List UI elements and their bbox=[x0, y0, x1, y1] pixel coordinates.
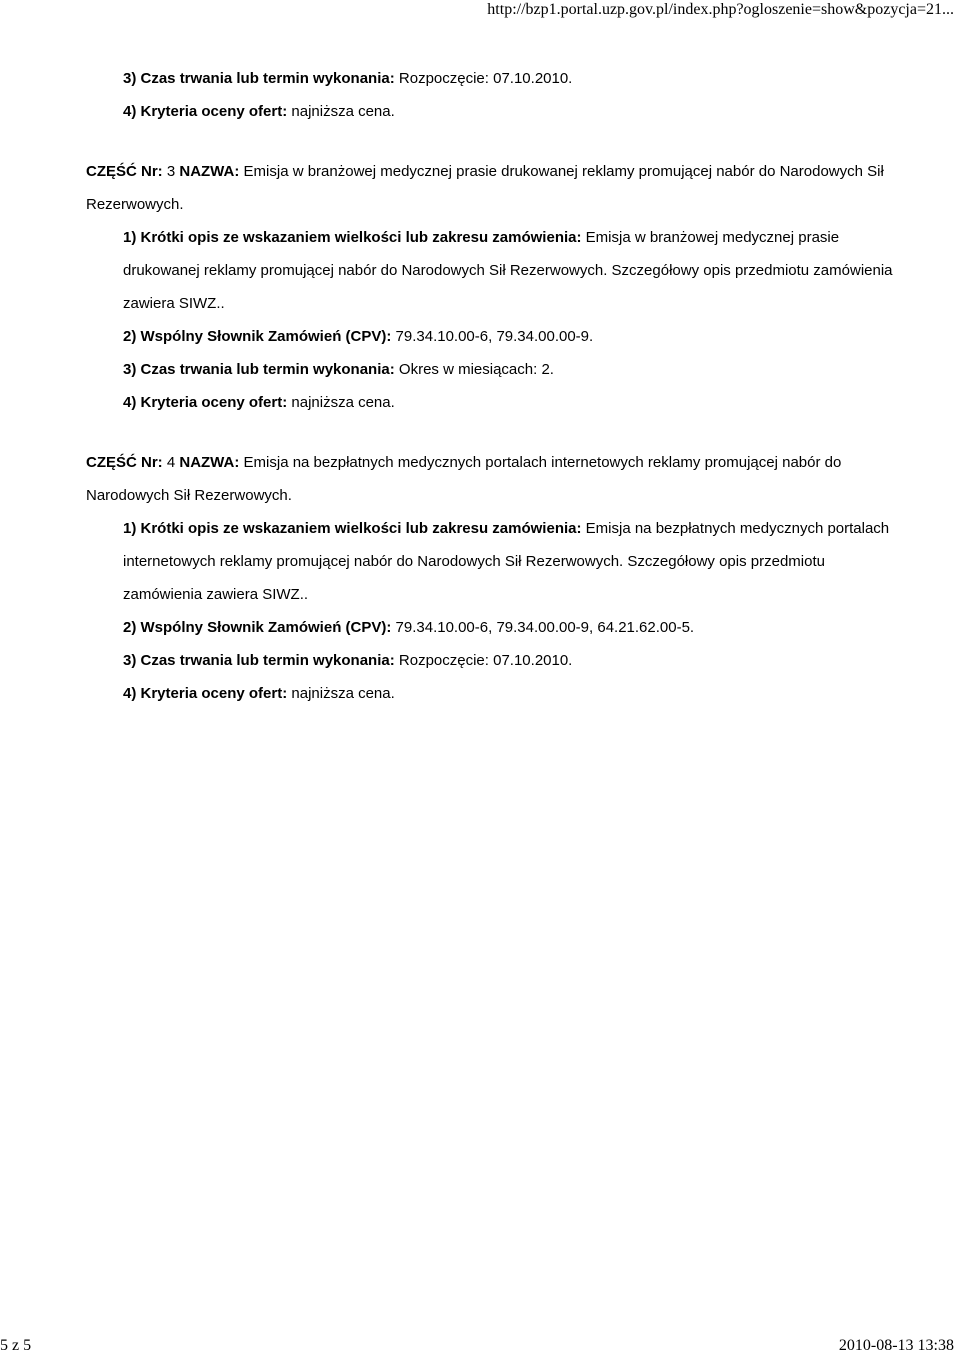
part-4-czesc-label: CZĘŚĆ Nr: bbox=[86, 454, 163, 471]
document-content bbox=[86, 62, 906, 710]
part-4-cpv-line bbox=[123, 611, 906, 644]
part-3-cpv-value: 79.34.10.00-6, 79.34.00.00-9. bbox=[391, 328, 594, 345]
print-datetime-footer: 2010-08-13 13:38 bbox=[838, 1337, 954, 1354]
part-3-opis-label: 1) Krótki opis ze wskazaniem wielkości lub zakresu zamówienia: bbox=[123, 229, 582, 246]
part-4-cpv-label: 2) Wspólny Słownik Zamówień (CPV): bbox=[123, 619, 392, 636]
part-4-opis-value: Emisja na bezpłatnych medycznych portalach internetowych reklamy promującej nabór do Narodowych Sił Rezerwowych. Szczegółowy opis przedmiotu zamówienia zawiera SIWZ.. bbox=[123, 520, 890, 603]
part-4-kryteria-value: najniższa cena. bbox=[287, 685, 395, 702]
intro-czas-value: Rozpoczęcie: 07.10.2010. bbox=[394, 70, 573, 87]
part-3-czas-label: 3) Czas trwania lub termin wykonania: bbox=[123, 361, 395, 378]
part-3-kryteria-label: 4) Kryteria oceny ofert: bbox=[123, 394, 288, 411]
page-url-header: http://bzp1.portal.uzp.gov.pl/index.php?ogloszenie=show&pozycja=21... bbox=[487, 1, 954, 18]
part-3-cpv-line bbox=[123, 320, 906, 353]
part-3-heading bbox=[86, 155, 906, 221]
intro-czas-line bbox=[123, 62, 906, 95]
part-3-number: 3 bbox=[162, 163, 180, 180]
section-gap bbox=[86, 128, 906, 155]
part-4-section bbox=[86, 446, 906, 710]
part-4-nazwa-value: Emisja na bezpłatnych medycznych portalach internetowych reklamy promującej nabór do Narodowych Sił Rezerwowych. bbox=[86, 454, 842, 504]
part-3-cpv-label: 2) Wspólny Słownik Zamówień (CPV): bbox=[123, 328, 392, 345]
intro-section bbox=[123, 62, 906, 128]
intro-kryteria-label: 4) Kryteria oceny ofert: bbox=[123, 103, 288, 120]
section-gap bbox=[86, 419, 906, 446]
part-3-czas-line bbox=[123, 353, 906, 386]
intro-czas-label: 3) Czas trwania lub termin wykonania: bbox=[123, 70, 395, 87]
part-4-nazwa-label: NAZWA: bbox=[179, 454, 240, 471]
part-3-czas-value: Okres w miesiącach: 2. bbox=[394, 361, 554, 378]
part-3-czesc-label: CZĘŚĆ Nr: bbox=[86, 163, 163, 180]
part-3-opis-line bbox=[123, 221, 906, 320]
part-3-section bbox=[86, 155, 906, 419]
part-4-number: 4 bbox=[162, 454, 180, 471]
part-4-czas-value: Rozpoczęcie: 07.10.2010. bbox=[394, 652, 573, 669]
part-3-nazwa-label: NAZWA: bbox=[179, 163, 240, 180]
part-3-nazwa-value: Emisja w branżowej medycznej prasie drukowanej reklamy promującej nabór do Narodowych Sił Rezerwowych. bbox=[86, 163, 884, 213]
intro-kryteria-line bbox=[123, 95, 906, 128]
part-3-opis-value: Emisja w branżowej medycznej prasie drukowanej reklamy promującej nabór do Narodowych Sił Rezerwowych. Szczegółowy opis przedmiotu zamówienia zawiera SIWZ.. bbox=[123, 229, 893, 312]
intro-kryteria-value: najniższa cena. bbox=[287, 103, 395, 120]
part-4-kryteria-label: 4) Kryteria oceny ofert: bbox=[123, 685, 288, 702]
part-4-kryteria-line bbox=[123, 677, 906, 710]
part-4-cpv-value: 79.34.10.00-6, 79.34.00.00-9, 64.21.62.00-5. bbox=[391, 619, 695, 636]
part-3-details bbox=[123, 221, 906, 419]
part-4-opis-label: 1) Krótki opis ze wskazaniem wielkości lub zakresu zamówienia: bbox=[123, 520, 582, 537]
part-4-opis-line bbox=[123, 512, 906, 611]
part-4-heading bbox=[86, 446, 906, 512]
part-3-kryteria-value: najniższa cena. bbox=[287, 394, 395, 411]
part-3-kryteria-line bbox=[123, 386, 906, 419]
part-4-czas-label: 3) Czas trwania lub termin wykonania: bbox=[123, 652, 395, 669]
part-4-czas-line bbox=[123, 644, 906, 677]
page-number-footer: 5 z 5 bbox=[0, 1337, 32, 1354]
part-4-details bbox=[123, 512, 906, 710]
